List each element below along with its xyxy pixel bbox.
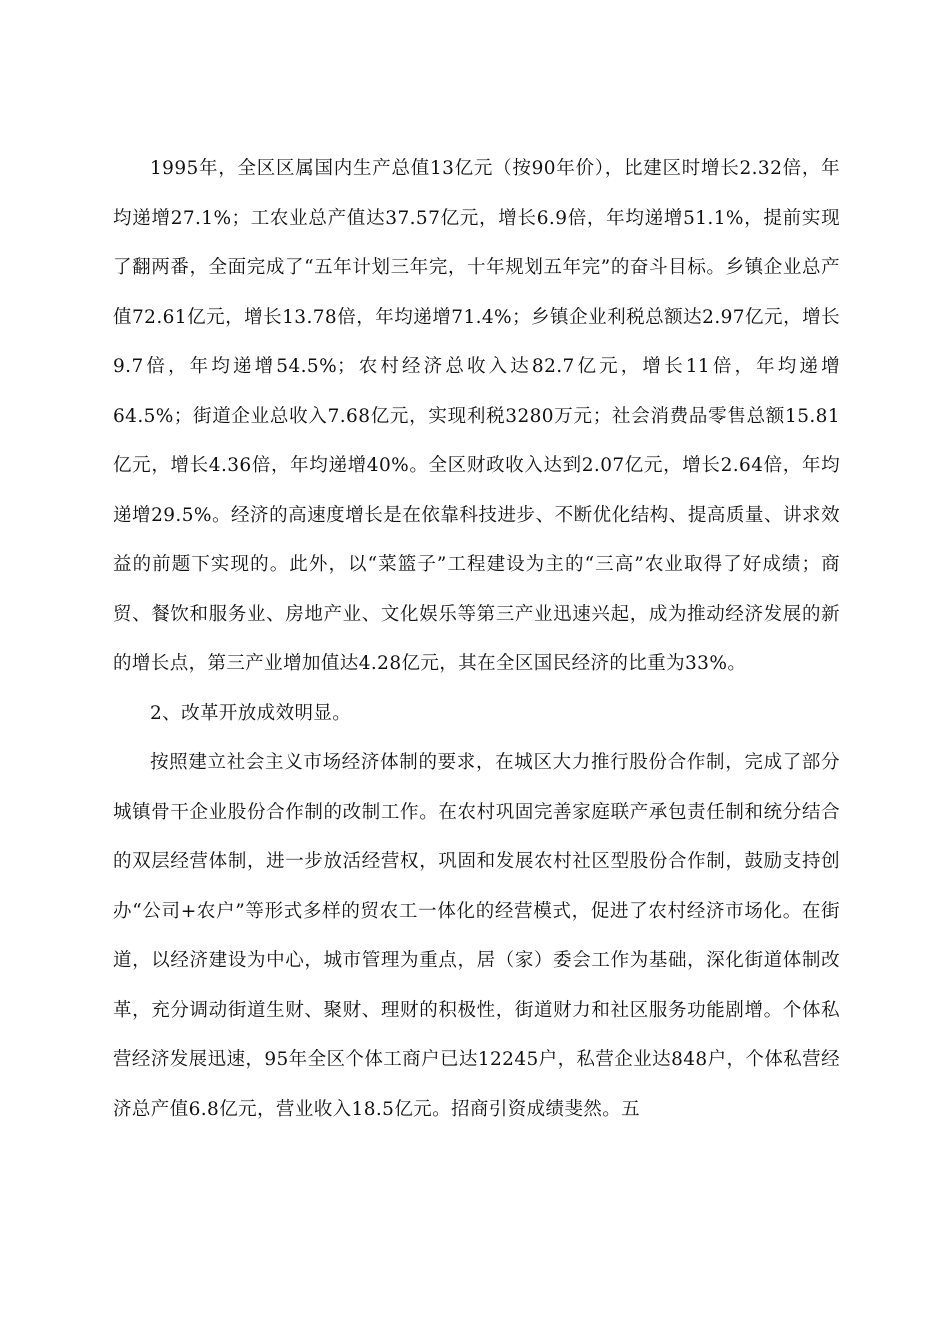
paragraph-economic-growth: 1995年，全区区属国内生产总值13亿元（按90年价），比建区时增长2.32倍，年均递增27.1%；工农业总产值达37.57亿元，增长6.9倍，年均递增51.1%，提前实现了翻两番，全面完成了“五年计划三年完，十年规划五年完”的奋斗目标。乡镇企业总产值72.61亿元，增长13.78倍，年均递增71.4%；乡镇企业利税总额达2.97亿元，增长9.7倍，年均递增54.5%；农村经济总收入达82.7亿元，增长11倍，年均递增64.5%；街道企业总收入7.68亿元，实现利税3280万元；社会消费品零售总额15.81亿元，增长4.36倍，年均递增40%。全区财政收入达到2.07亿元，增长2.64倍，年均递增29.5%。经济的高速度增长是在依靠科技进步、不断优化结构、提高质量、讲求效益的前题下实现的。此外，以“菜篮子”工程建设为主的“三高”农业取得了好成绩；商贸、餐饮和服务业、房地产业、文化娱乐等第三产业迅速兴起，成为推动经济发展的新的增长点，第三产业增加值达4.28亿元，其在全区国民经济的比重为33%。 (113, 158, 840, 674)
section-heading-reform: 2、改革开放成效明显。 (150, 702, 352, 724)
document-body (113, 144, 840, 1134)
paragraph-reform-details: 按照建立社会主义市场经济体制的要求，在城区大力推行股份合作制，完成了部分城镇骨干企业股份合作制的改制工作。在农村巩固完善家庭联产承包责任制和统分结合的双层经营体制，进一步放活经营权，巩固和发展农村社区型股份合作制，鼓励支持创办“公司+农户”等形式多样的贸农工一体化的经营模式，促进了农村经济市场化。在街道，以经济建设为中心，城市管理为重点，居（家）委会工作为基础，深化街道体制改革，充分调动街道生财、聚财、理财的积极性，街道财力和社区服务功能剧增。个体私营经济发展迅速，95年全区个体工商户已达12245户，私营企业达848户，个体私营经济总产值6.8亿元，营业收入18.5亿元。招商引资成绩斐然。五 (113, 752, 840, 1120)
